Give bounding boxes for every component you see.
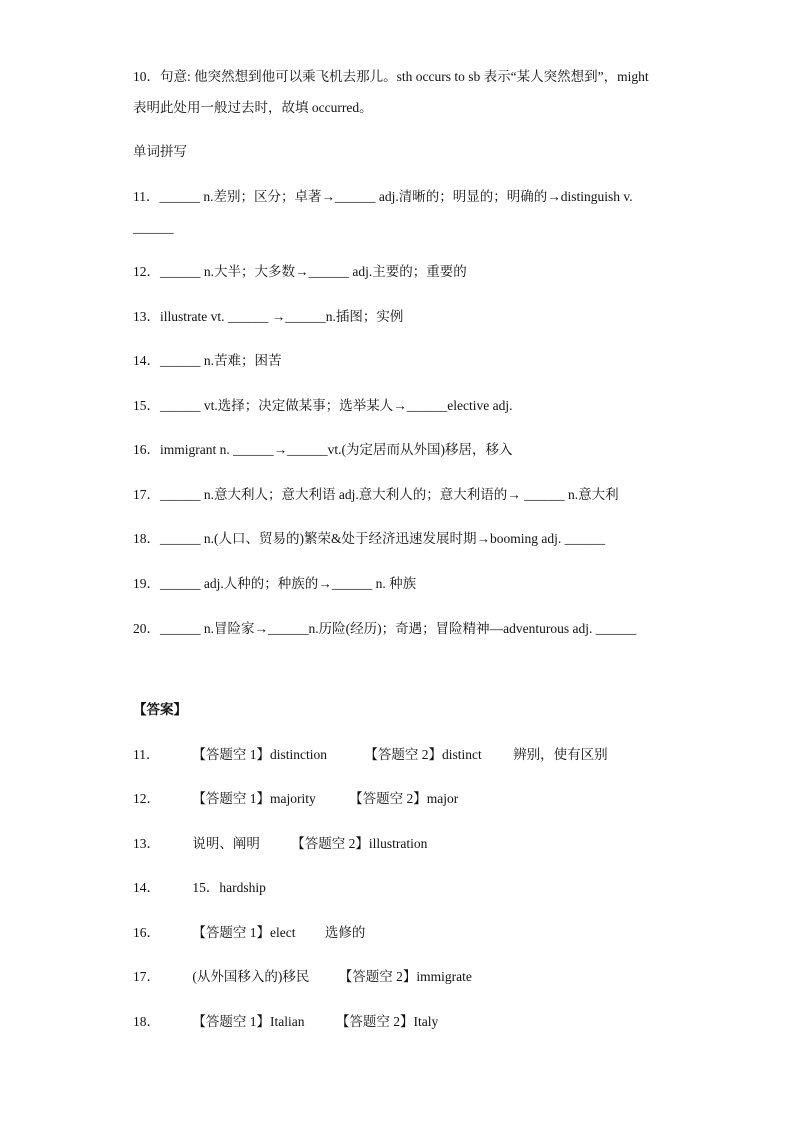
answer-row-18 [133,1013,438,1031]
answer-row-11 [133,746,608,764]
answer-part: 【答题空 1】distinction [192,747,327,762]
answer-number: 16． [133,925,160,940]
question-14: 14．______ n.苦难；困苦 [133,353,282,368]
answer-row-17 [133,968,472,986]
answer-part: 【答题空 2】illustration [291,836,428,851]
question-17: 17．______ n.意大利人；意大利语 adj.意大利人的；意大利语的→ ______ n.意大利 [133,487,619,502]
question-11-continued: ______ [133,220,174,235]
answer-part: 【答题空 2】distinct [364,747,482,762]
answer-number: 18． [133,1014,160,1029]
answer-row-12 [133,790,458,808]
answer-number: 13． [133,836,160,851]
question-19: 19．______ adj.人种的；种族的→______ n. 种族 [133,576,417,591]
answer-part: 【答题空 2】immigrate [338,969,472,984]
answer-part: 15．hardship [192,880,266,895]
question-12: 12．______ n.大半；大多数→______ adj.主要的；重要的 [133,264,467,279]
question-20: 20．______ n.冒险家→______n.历险(经历)；奇遇；冒险精神—adventurous adj. ______ [133,621,637,636]
answer-row-16 [133,924,365,942]
answer-part: (从外国移入的)移民 [192,969,310,984]
explanation-line-2: 表明此处用一般过去时，故填 occurred。 [133,100,373,115]
explanation-line-1: 10．句意: 他突然想到他可以乘飞机去那儿。sth occurs to sb 表示“某人突然想到”，might [133,69,649,84]
answer-part: 【答题空 1】Italian [192,1014,305,1029]
answer-number: 14． [133,880,160,895]
section-title: 单词拼写 [133,144,187,159]
answer-row-14 [133,879,266,897]
answer-part: 说明、阐明 [192,836,260,851]
question-13: 13．illustrate vt. ______ →______n.插图；实例 [133,309,404,324]
answer-part: 【答题空 1】elect [192,925,296,940]
answer-number: 12． [133,791,160,806]
answer-number: 11． [133,747,160,762]
answer-part: 【答题空 2】major [349,791,459,806]
answer-part: 【答题空 2】Italy [335,1014,439,1029]
answer-part: 辨别，使有区别 [513,747,608,762]
question-15: 15．______ vt.选择；决定做某事；选举某人→______elective adj. [133,398,513,413]
question-18: 18．______ n.(人口、贸易的)繁荣&处于经济迅速发展时期→booming adj. ______ [133,531,606,546]
answer-part: 【答题空 1】majority [192,791,316,806]
answer-row-13 [133,835,427,853]
answer-part: 选修的 [324,925,366,940]
question-11: 11．______ n.差别；区分；卓著→______ adj.清晰的；明显的；明确的→distinguish v. [133,189,633,204]
answer-title: 【答案】 [133,702,187,717]
question-16: 16．immigrant n. ______→______vt.(为定居而从外国)移居，移入 [133,442,513,457]
answer-number: 17． [133,969,160,984]
